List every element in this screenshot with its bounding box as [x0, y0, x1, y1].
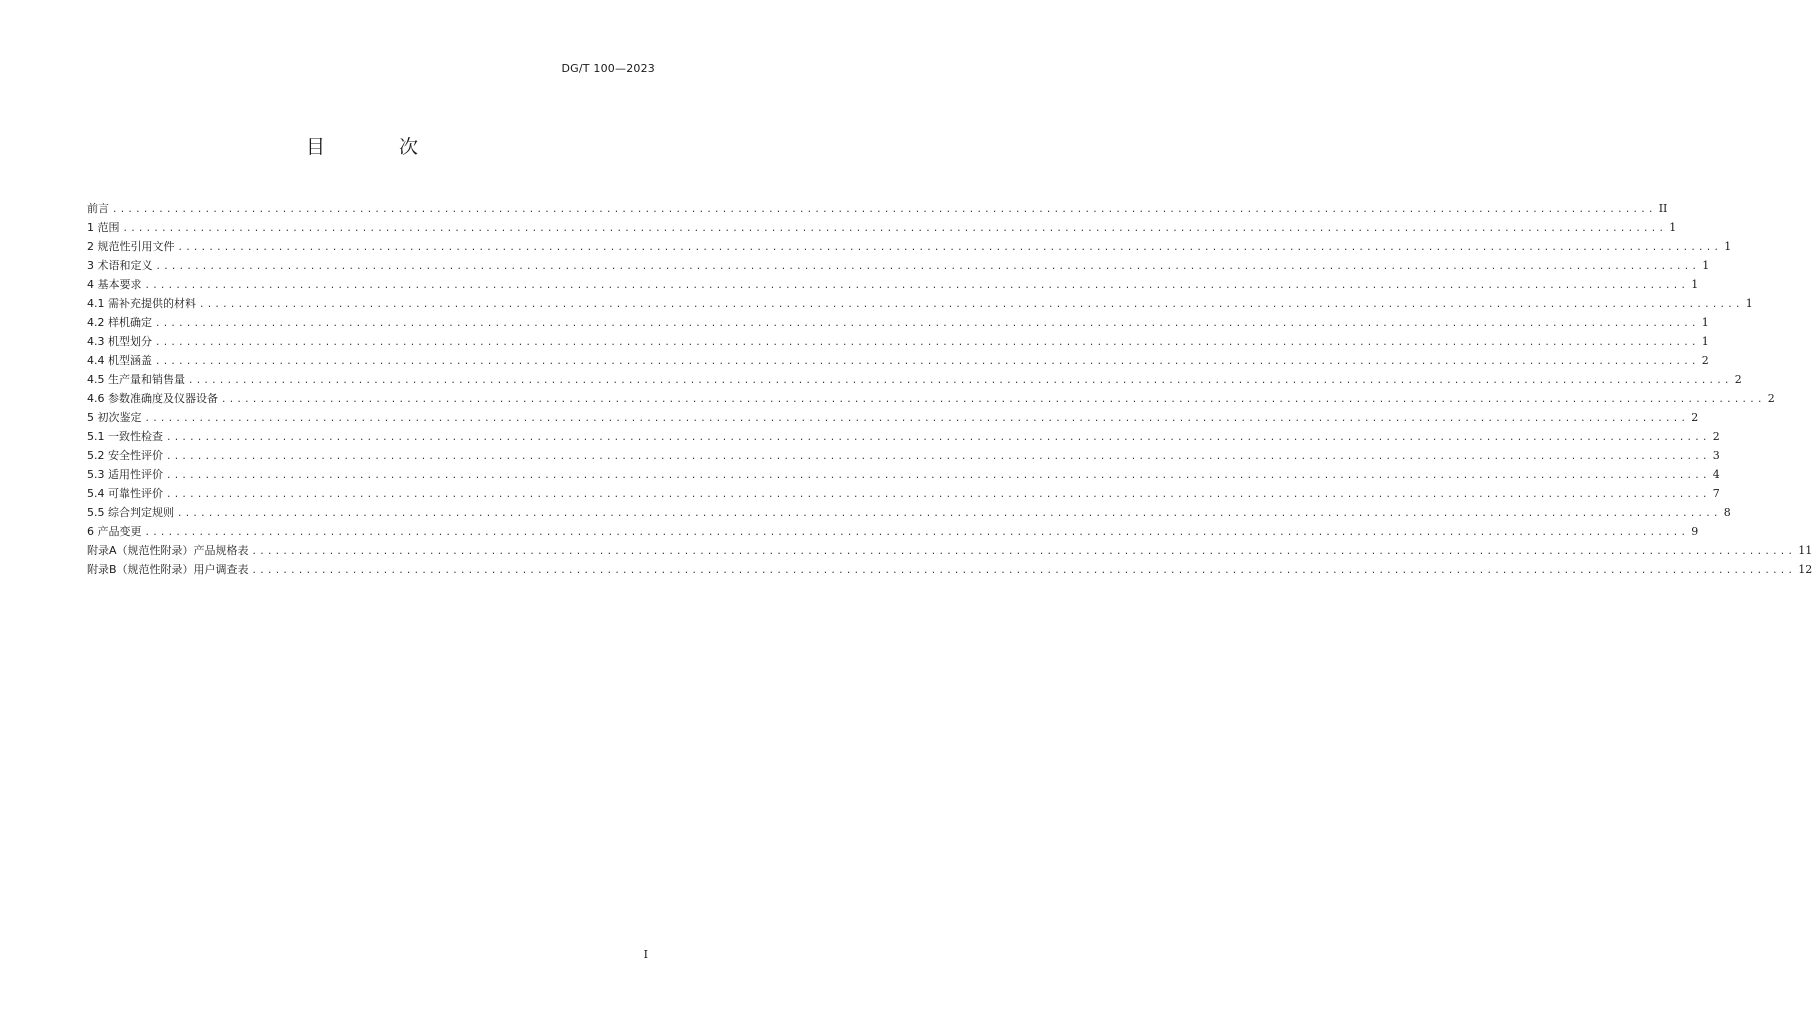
page-number: I — [643, 948, 648, 961]
toc-entry-label: 1 范围 — [87, 221, 120, 234]
toc-entry-label: 前言 — [87, 202, 109, 215]
toc-entry-label: 4.4 机型涵盖 — [87, 354, 152, 367]
toc-entry-page: 1 — [1701, 316, 1709, 329]
document-code: DG/T 100—2023 — [561, 62, 655, 75]
page-title: 目 次 — [305, 136, 453, 158]
toc-entry[interactable] — [87, 237, 1732, 256]
toc-entry-label: 4.3 机型划分 — [87, 335, 152, 348]
toc-entry-label: 2 规范性引用文件 — [87, 240, 175, 253]
toc-entry-page: 9 — [1691, 525, 1699, 538]
toc-entry-label: 5.1 一致性检查 — [87, 430, 163, 443]
toc-entry-page: 1 — [1669, 221, 1677, 234]
toc-leader-dots: ........................................................................................................................................................................................................ — [166, 433, 1710, 443]
toc-entry-label: 3 术语和定义 — [87, 259, 153, 272]
toc-entry[interactable] — [87, 275, 1699, 294]
toc-leader-dots: ........................................................................................................................................................................................................ — [166, 471, 1710, 481]
toc-leader-dots: ........................................................................................................................................................................................................ — [144, 414, 1689, 424]
toc-entry[interactable] — [87, 503, 1731, 522]
toc-leader-dots: ........................................................................................................................................................................................................ — [188, 376, 1732, 386]
toc-leader-dots: ........................................................................................................................................................................................................ — [144, 528, 1689, 538]
toc-leader-dots: ........................................................................................................................................................................................................ — [155, 357, 1699, 367]
toc-entry[interactable] — [87, 294, 1753, 313]
toc-leader-dots: ........................................................................................................................................................................................................ — [166, 490, 1710, 500]
toc-leader-dots: ........................................................................................................................................................................................................ — [221, 395, 1765, 405]
toc-entry-page: 7 — [1712, 487, 1720, 500]
toc-entry-page: 12 — [1798, 563, 1812, 576]
toc-entry-page: 1 — [1691, 278, 1699, 291]
toc-entry-label: 4.1 需补充提供的材料 — [87, 297, 196, 310]
toc-leader-dots: ........................................................................................................................................................................................................ — [177, 243, 1722, 253]
toc-entry[interactable] — [87, 427, 1720, 446]
toc-entry-page: 2 — [1701, 354, 1709, 367]
toc-leader-dots: ........................................................................................................................................................................................................ — [112, 205, 1656, 215]
toc-entry-page: 1 — [1724, 240, 1732, 253]
toc-entry[interactable] — [87, 465, 1720, 484]
toc-entry-page: 2 — [1734, 373, 1742, 386]
toc-entry-page: 1 — [1701, 335, 1709, 348]
toc-entry-label: 附录A（规范性附录）产品规格表 — [87, 544, 249, 557]
toc-entry-page: 2 — [1767, 392, 1775, 405]
toc-leader-dots: ........................................................................................................................................................................................................ — [122, 224, 1667, 234]
toc-leader-dots: ........................................................................................................................................................................................................ — [251, 547, 1796, 557]
toc-leader-dots: ........................................................................................................................................................................................................ — [155, 338, 1699, 348]
toc-leader-dots: ........................................................................................................................................................................................................ — [144, 281, 1689, 291]
toc-entry-label: 5.4 可靠性评价 — [87, 487, 163, 500]
toc-entry-page: 1 — [1702, 259, 1710, 272]
toc-entry[interactable] — [87, 560, 1812, 579]
toc-entry-label: 4.2 样机确定 — [87, 316, 152, 329]
toc-entry-label: 6 产品变更 — [87, 525, 142, 538]
toc-entry-page: 4 — [1712, 468, 1720, 481]
toc-entry-page: 2 — [1691, 411, 1699, 424]
toc-entry-page: II — [1658, 202, 1668, 215]
toc-entry-label: 4.5 生产量和销售量 — [87, 373, 185, 386]
toc-entry-label: 5 初次鉴定 — [87, 411, 142, 424]
toc-entry[interactable] — [87, 522, 1699, 541]
toc-entry[interactable] — [87, 389, 1775, 408]
toc-entry[interactable] — [87, 256, 1710, 275]
toc-entry-label: 4.6 参数准确度及仪器设备 — [87, 392, 218, 405]
toc-leader-dots: ........................................................................................................................................................................................................ — [155, 319, 1699, 329]
toc-entry[interactable] — [87, 370, 1742, 389]
toc-entry[interactable] — [87, 484, 1720, 503]
toc-entry-label: 附录B（规范性附录）用户调查表 — [87, 563, 249, 576]
toc-entry[interactable] — [87, 351, 1709, 370]
toc-entry-page: 1 — [1745, 297, 1753, 310]
toc-leader-dots: ........................................................................................................................................................................................................ — [177, 509, 1721, 519]
toc-entry[interactable] — [87, 541, 1812, 560]
toc-entry[interactable] — [87, 446, 1720, 465]
toc-entry-label: 5.5 综合判定规则 — [87, 506, 174, 519]
toc-entry-page: 2 — [1712, 430, 1720, 443]
toc-entry[interactable] — [87, 332, 1709, 351]
toc-leader-dots: ........................................................................................................................................................................................................ — [199, 300, 1743, 310]
toc-entry-page: 3 — [1712, 449, 1720, 462]
toc-entry[interactable] — [87, 199, 1668, 218]
table-of-contents — [87, 199, 1812, 579]
toc-leader-dots: ........................................................................................................................................................................................................ — [166, 452, 1710, 462]
toc-entry-page: 8 — [1723, 506, 1731, 519]
toc-entry[interactable] — [87, 408, 1699, 427]
toc-entry[interactable] — [87, 218, 1677, 237]
toc-entry-label: 5.2 安全性评价 — [87, 449, 163, 462]
toc-entry-label: 5.3 适用性评价 — [87, 468, 163, 481]
toc-entry-page: 11 — [1798, 544, 1812, 557]
toc-leader-dots: ........................................................................................................................................................................................................ — [251, 566, 1796, 576]
toc-leader-dots: ........................................................................................................................................................................................................ — [155, 262, 1700, 272]
toc-entry[interactable] — [87, 313, 1709, 332]
toc-entry-label: 4 基本要求 — [87, 278, 142, 291]
